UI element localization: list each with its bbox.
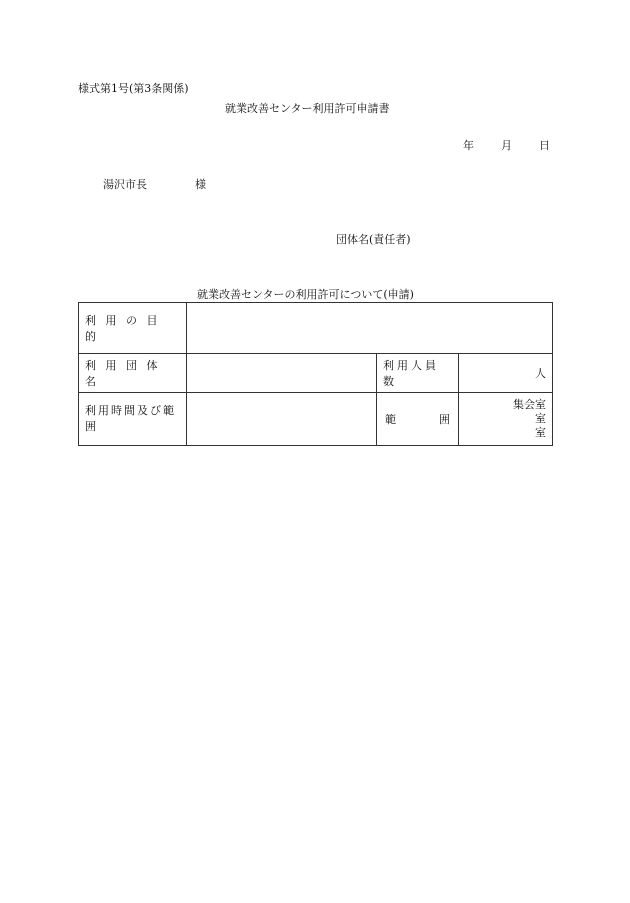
range-label-1: 範	[385, 413, 396, 426]
room-item: 室	[535, 426, 547, 439]
table-row	[79, 354, 553, 393]
people-unit: 人	[535, 367, 547, 380]
time-range-label: 利用時間及び範囲	[79, 393, 187, 446]
application-table	[78, 302, 553, 446]
addressee	[103, 176, 206, 192]
room-item: 集会室	[513, 398, 547, 411]
group-name-label: 利 用 団 体 名	[79, 354, 187, 393]
purpose-field[interactable]	[187, 303, 553, 354]
date-month-label: 月	[501, 139, 512, 152]
subject-line: 就業改善センターの利用許可について(申請)	[197, 288, 414, 301]
addressee-name: 湯沢市長	[103, 178, 147, 191]
purpose-label: 利 用 の 目 的	[79, 303, 187, 354]
people-count-label: 利用人員数	[377, 354, 459, 393]
applicant-label: 団体名(責任者)	[336, 233, 411, 246]
group-name-field[interactable]	[187, 354, 377, 393]
document-title: 就業改善センター利用許可申請書	[225, 102, 390, 115]
addressee-honorific: 様	[195, 178, 206, 191]
form-number: 様式第1号(第3条関係)	[78, 82, 189, 95]
range-label	[377, 393, 459, 446]
table-row	[79, 393, 553, 446]
people-count-field[interactable]	[459, 354, 553, 393]
date-year-label: 年	[463, 139, 474, 152]
time-range-field[interactable]	[187, 393, 377, 446]
table-row	[79, 303, 553, 354]
room-item: 室	[535, 412, 547, 425]
range-label-2: 囲	[439, 413, 450, 426]
rooms-field[interactable]	[459, 393, 553, 446]
date-line	[463, 137, 550, 153]
date-day-label: 日	[539, 139, 550, 152]
